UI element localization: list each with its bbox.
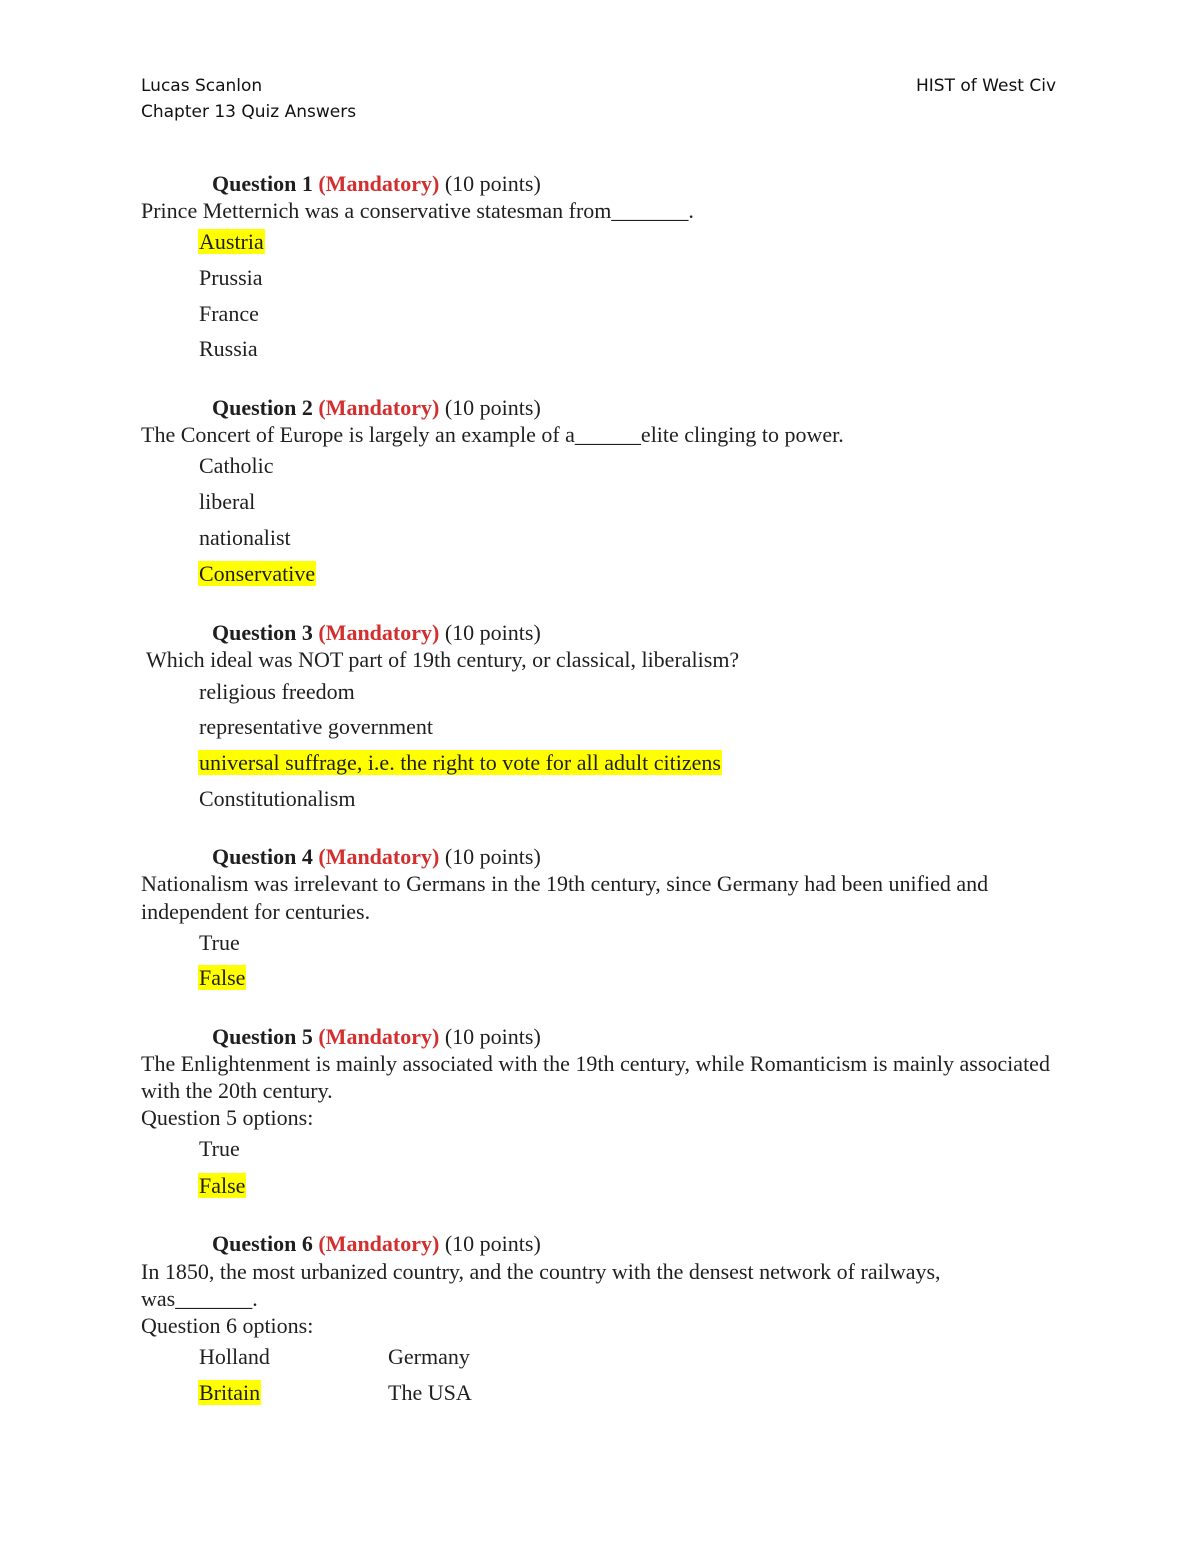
mandatory-tag: (Mandatory) bbox=[318, 620, 440, 645]
question-1-option-4 bbox=[198, 335, 259, 363]
question-6-options-label: Question 6 options: bbox=[141, 1313, 314, 1338]
mandatory-tag: (Mandatory) bbox=[318, 171, 440, 196]
question-6-title bbox=[212, 1230, 541, 1258]
question-label: Question 1 bbox=[212, 171, 313, 196]
question-6-option-1 bbox=[198, 1343, 271, 1371]
question-5-prompt: The Enlightenment is mainly associated with the 19th century, while Romanticism is mainly associated with the 20th century. bbox=[141, 1051, 1050, 1103]
points-label: (10 points) bbox=[444, 1024, 541, 1049]
option-text: liberal bbox=[199, 489, 256, 514]
question-3-title bbox=[212, 619, 541, 647]
question-3-option-2 bbox=[198, 713, 434, 741]
question-4-title bbox=[212, 843, 541, 871]
points-label: (10 points) bbox=[444, 171, 541, 196]
option-text: Austria bbox=[199, 229, 264, 254]
option-text: Germany bbox=[388, 1344, 470, 1369]
option-text: Holland bbox=[199, 1344, 270, 1369]
question-5-option-2 bbox=[198, 1172, 246, 1200]
points-label: (10 points) bbox=[444, 620, 541, 645]
question-5-title bbox=[212, 1023, 541, 1051]
mandatory-tag: (Mandatory) bbox=[318, 1024, 440, 1049]
option-text: Constitutionalism bbox=[199, 786, 356, 811]
points-label: (10 points) bbox=[444, 844, 541, 869]
document-subtitle: Chapter 13 Quiz Answers bbox=[141, 102, 357, 122]
question-4-option-2 bbox=[198, 964, 246, 992]
question-2-option-1 bbox=[198, 452, 275, 480]
question-2-option-2 bbox=[198, 488, 256, 516]
mandatory-tag: (Mandatory) bbox=[318, 395, 440, 420]
question-2-option-4 bbox=[198, 560, 316, 588]
option-text: The USA bbox=[388, 1380, 472, 1405]
question-1-title bbox=[212, 170, 541, 198]
option-text: representative government bbox=[199, 714, 433, 739]
option-text: Prussia bbox=[199, 265, 263, 290]
question-1-option-1 bbox=[198, 228, 265, 256]
option-text: Russia bbox=[199, 336, 258, 361]
question-1-option-2 bbox=[198, 264, 264, 292]
question-3-option-3 bbox=[198, 749, 722, 777]
question-6-prompt: In 1850, the most urbanized country, and the country with the densest network of railways, was_______. bbox=[141, 1259, 941, 1311]
question-2-title bbox=[212, 394, 541, 422]
option-text: Catholic bbox=[199, 453, 274, 478]
question-label: Question 6 bbox=[212, 1231, 313, 1256]
question-label: Question 2 bbox=[212, 395, 313, 420]
option-text: True bbox=[199, 930, 240, 955]
option-text: France bbox=[199, 301, 259, 326]
mandatory-tag: (Mandatory) bbox=[318, 1231, 440, 1256]
question-label: Question 4 bbox=[212, 844, 313, 869]
points-label: (10 points) bbox=[444, 1231, 541, 1256]
question-label: Question 3 bbox=[212, 620, 313, 645]
question-3-prompt: Which ideal was NOT part of 19th century, or classical, liberalism? bbox=[146, 647, 740, 672]
question-4-prompt: Nationalism was irrelevant to Germans in the 19th century, since Germany had been unified and independent for centuries. bbox=[141, 871, 989, 924]
option-text: religious freedom bbox=[199, 679, 355, 704]
student-name: Lucas Scanlon bbox=[141, 76, 263, 96]
course-name: HIST of West Civ bbox=[916, 76, 1057, 96]
option-text: False bbox=[199, 965, 246, 990]
question-3-option-4 bbox=[198, 785, 356, 813]
question-6-option-4 bbox=[387, 1379, 473, 1407]
points-label: (10 points) bbox=[444, 395, 541, 420]
question-2-option-3 bbox=[198, 524, 292, 552]
option-text: Britain bbox=[199, 1380, 261, 1405]
question-4-option-1 bbox=[198, 929, 241, 957]
question-5-option-1 bbox=[198, 1135, 241, 1163]
option-text: nationalist bbox=[199, 525, 291, 550]
question-label: Question 5 bbox=[212, 1024, 313, 1049]
question-1-option-3 bbox=[198, 300, 260, 328]
question-2-prompt: The Concert of Europe is largely an example of a______elite clinging to power. bbox=[141, 422, 844, 447]
mandatory-tag: (Mandatory) bbox=[318, 844, 440, 869]
question-5-options-label: Question 5 options: bbox=[141, 1105, 314, 1130]
question-1-prompt: Prince Metternich was a conservative statesman from_______. bbox=[141, 198, 694, 223]
option-text: True bbox=[199, 1136, 240, 1161]
question-6-option-2 bbox=[387, 1343, 471, 1371]
option-text: universal suffrage, i.e. the right to vote for all adult citizens bbox=[199, 750, 721, 775]
question-3-option-1 bbox=[198, 678, 356, 706]
option-text: False bbox=[199, 1173, 246, 1198]
question-6-option-3 bbox=[198, 1379, 261, 1407]
option-text: Conservative bbox=[199, 561, 316, 586]
